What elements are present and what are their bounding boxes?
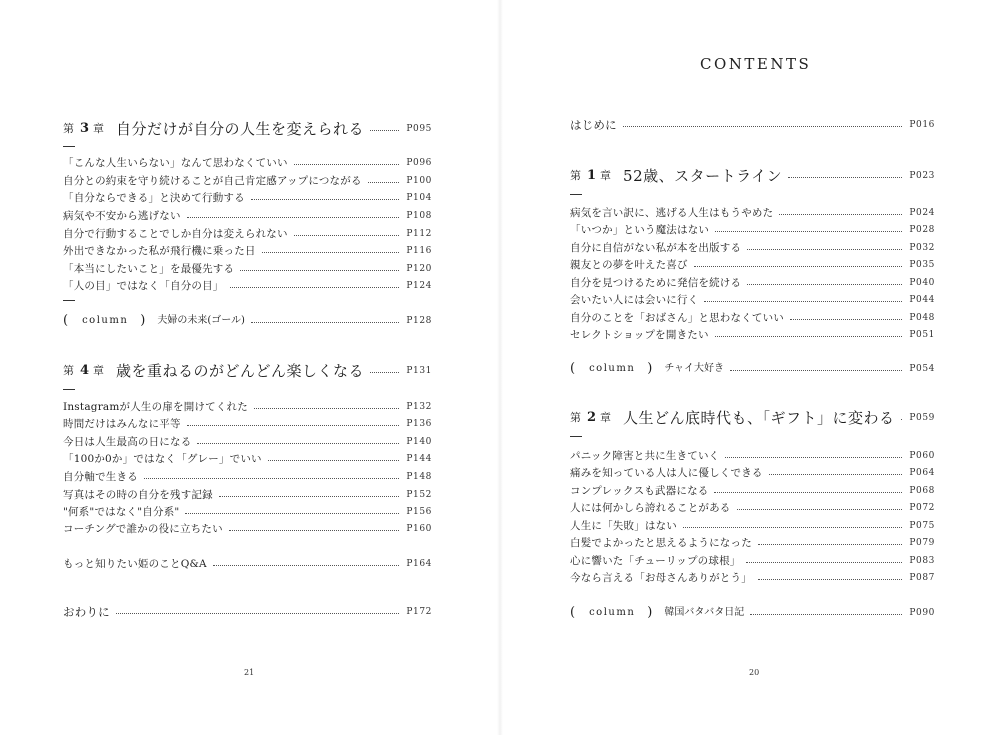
chapter-title: 人生どん底時代も、「ギフト」に変わる — [623, 409, 895, 427]
entry-title: 親友との夢を叶えた喜び — [570, 259, 688, 271]
section-dash — [570, 436, 582, 437]
chapter-number: 2 — [587, 410, 597, 425]
left-page-number: 21 — [244, 668, 255, 677]
page-ref: P024 — [909, 208, 935, 218]
page-ref: P032 — [909, 243, 935, 253]
dot-leader — [268, 460, 400, 461]
toc-entry[interactable] — [570, 570, 935, 586]
page-ref: P075 — [909, 521, 935, 531]
dot-leader — [230, 287, 400, 288]
intro-entry[interactable] — [570, 117, 935, 133]
closing-entry[interactable] — [63, 604, 432, 620]
chapter-number: 3 — [80, 121, 90, 136]
dot-leader — [779, 214, 902, 215]
dot-leader — [746, 562, 902, 563]
entry-title: 自分軸で生きる — [63, 471, 138, 483]
entry-title: 自分に自信がない私が本を出版する — [570, 242, 742, 254]
page-ref: P060 — [909, 451, 935, 461]
page-ref: P112 — [406, 229, 432, 239]
toc-entry[interactable] — [570, 205, 935, 221]
page-ref: P160 — [406, 524, 432, 534]
toc-entry[interactable] — [63, 208, 432, 224]
page-ref: P016 — [909, 120, 935, 130]
entry-title: 「人の目」ではなく「自分の目」 — [63, 280, 224, 292]
dot-leader — [185, 513, 399, 514]
chapter-title: 歳を重ねるのがどんどん楽しくなる — [116, 362, 365, 380]
toc-entry[interactable] — [570, 518, 935, 534]
entry-title: コンプレックスも武器になる — [570, 485, 709, 497]
page-ref: P100 — [406, 176, 432, 186]
dot-leader — [788, 177, 902, 178]
chapter-2-heading[interactable] — [570, 408, 935, 428]
chapter-prefix: 第 — [570, 411, 581, 424]
chapter-number: 1 — [587, 168, 597, 183]
page-ref: P148 — [406, 472, 432, 482]
entry-title: 病気を言い訳に、逃げる人生はもうやめた — [570, 207, 774, 219]
toc-entry[interactable] — [63, 190, 432, 206]
page-ref: P152 — [406, 490, 432, 500]
entry-title: 写真はその時の自分を残す記録 — [63, 489, 213, 501]
entry-title: 自分のことを「おばさん」と思わなくていい — [570, 312, 784, 324]
toc-entry[interactable] — [63, 261, 432, 277]
column-entry[interactable] — [570, 361, 935, 377]
dot-leader — [769, 474, 903, 475]
entry-title: はじめに — [570, 118, 617, 132]
entry-title: コーチングで誰かの役に立ちたい — [63, 523, 223, 535]
column-title: 韓国バタバタ日記 — [664, 607, 745, 618]
dot-leader — [737, 509, 903, 510]
dot-leader — [197, 443, 399, 444]
page-ref: P044 — [909, 295, 935, 305]
dot-leader — [623, 126, 903, 127]
chapter-3-heading[interactable] — [63, 119, 432, 139]
column-entry[interactable] — [570, 605, 935, 621]
qa-entry[interactable] — [63, 556, 432, 572]
chapter-title: 自分だけが自分の人生を変えられる — [116, 120, 365, 138]
toc-entry[interactable] — [570, 310, 935, 326]
dot-leader — [116, 613, 400, 614]
dot-leader — [758, 579, 902, 580]
page-ref: P116 — [406, 246, 432, 256]
dot-leader — [251, 199, 400, 200]
entry-title: おわりに — [63, 605, 110, 619]
entry-title: 自分との約束を守り続けることが自己肯定感アップにつながる — [63, 175, 362, 187]
toc-entry[interactable] — [570, 448, 935, 464]
page-ref: P087 — [909, 573, 935, 583]
toc-entry[interactable] — [570, 240, 935, 256]
toc-entry[interactable] — [63, 278, 432, 294]
toc-entry[interactable] — [63, 416, 432, 432]
dot-leader — [251, 322, 399, 323]
dot-leader — [213, 565, 400, 566]
section-dash — [63, 389, 75, 390]
column-label: column — [589, 363, 636, 374]
dot-leader — [294, 164, 400, 165]
toc-entry[interactable] — [570, 257, 935, 273]
page-ref: P059 — [909, 413, 935, 423]
chapter-number: 4 — [80, 363, 90, 378]
column-title: チャイ大好き — [664, 363, 725, 374]
toc-entry[interactable] — [63, 173, 432, 189]
dot-leader — [694, 266, 903, 267]
chapter-title: 52歳、スタートライン — [623, 167, 783, 185]
page-ref: P064 — [909, 468, 935, 478]
dot-leader — [254, 408, 399, 409]
entry-title: 「本当にしたいこと」を最優先する — [63, 263, 235, 275]
dot-leader — [262, 252, 400, 253]
section-dash — [570, 194, 582, 195]
toc-entry[interactable] — [63, 451, 432, 467]
page-ref: P156 — [406, 507, 432, 517]
right-page-number: 20 — [749, 668, 760, 677]
entry-title: 時間だけはみんなに平等 — [63, 418, 181, 430]
dot-leader — [715, 231, 902, 232]
page-ref: P095 — [406, 124, 432, 134]
chapter-suffix: 章 — [600, 169, 612, 182]
toc-entry[interactable] — [570, 275, 935, 291]
page-ref: P040 — [909, 278, 935, 288]
entry-title: セレクトショップを開きたい — [570, 329, 709, 341]
dot-leader — [758, 544, 902, 545]
entry-title: 外出できなかった私が飛行機に乗った日 — [63, 245, 256, 257]
page-ref: P079 — [909, 538, 935, 548]
page-ref: P051 — [909, 330, 935, 340]
dot-leader — [747, 249, 902, 250]
dot-leader — [229, 530, 400, 531]
entry-title: 心に響いた「チューリップの球根」 — [570, 555, 741, 567]
dot-leader — [747, 284, 902, 285]
entry-title: 人生に「失敗」はない — [570, 520, 677, 532]
page-ref: P023 — [909, 171, 935, 181]
page-ref: P172 — [406, 607, 432, 617]
page-ref: P048 — [909, 313, 935, 323]
dot-leader — [370, 130, 399, 131]
chapter-1-heading[interactable] — [570, 166, 935, 186]
dot-leader — [368, 182, 400, 183]
chapter-prefix: 第 — [63, 364, 74, 377]
entry-title: 「いつか」という魔法はない — [570, 224, 710, 236]
toc-entry[interactable] — [63, 487, 432, 503]
entry-title: 人には何かしら誇れることがある — [570, 502, 731, 514]
chapter-prefix: 第 — [570, 169, 581, 182]
page-ref: P096 — [406, 158, 432, 168]
toc-entry[interactable] — [570, 327, 935, 343]
book-gutter — [497, 0, 503, 735]
page-ref: P028 — [909, 225, 935, 235]
dot-leader — [294, 235, 400, 236]
page-ref: P068 — [909, 486, 935, 496]
dot-leader — [240, 270, 399, 271]
page-ref: P083 — [909, 556, 935, 566]
chapter-4-heading[interactable] — [63, 361, 432, 381]
dot-leader — [725, 457, 902, 458]
page-ref: P131 — [406, 366, 432, 376]
page-ref: P035 — [909, 260, 935, 270]
column-close-paren: ) — [140, 313, 146, 328]
chapter-suffix: 章 — [93, 122, 105, 135]
entry-title: Instagramが人生の扉を開けてくれた — [63, 401, 248, 413]
column-title: 夫婦の未来(ゴール) — [157, 315, 245, 326]
entry-title: 今日は人生最高の日になる — [63, 436, 192, 448]
page-ref: P120 — [406, 264, 432, 274]
page-ref: P164 — [406, 559, 432, 569]
column-open-paren: ( — [570, 605, 576, 620]
toc-entry[interactable] — [570, 222, 935, 238]
entry-title: 自分を見つけるために発信を続ける — [570, 277, 742, 289]
dot-leader — [730, 370, 902, 371]
dot-leader — [187, 217, 400, 218]
entry-title: パニック障害と共に生きていく — [570, 450, 720, 462]
toc-entry[interactable] — [63, 504, 432, 520]
dot-leader — [790, 319, 902, 320]
page-ref: P054 — [909, 364, 935, 374]
column-open-paren: ( — [63, 313, 69, 328]
page-ref: P144 — [406, 454, 432, 464]
entry-title: 今なら言える「お母さんありがとう」 — [570, 572, 752, 584]
dot-leader — [715, 336, 903, 337]
toc-entry[interactable] — [570, 500, 935, 516]
toc-entry[interactable] — [570, 535, 935, 551]
section-dash — [63, 146, 75, 147]
dot-leader — [683, 527, 902, 528]
page-ref: P090 — [909, 608, 935, 618]
dot-leader — [750, 614, 902, 615]
dot-leader — [901, 419, 903, 420]
toc-entry[interactable] — [570, 465, 935, 481]
page-ref: P140 — [406, 437, 432, 447]
column-entry[interactable] — [63, 313, 432, 329]
toc-entry[interactable] — [63, 521, 432, 537]
entry-title: 「自分ならできる」と決めて行動する — [63, 192, 245, 204]
entry-title: "何系"ではなく"自分系" — [63, 506, 180, 518]
dot-leader — [714, 492, 902, 493]
chapter-suffix: 章 — [600, 411, 612, 424]
column-label: column — [589, 607, 636, 618]
chapter-prefix: 第 — [63, 122, 74, 135]
entry-title: 会いたい人には会いに行く — [570, 294, 699, 306]
toc-entry[interactable] — [63, 399, 432, 415]
entry-title: 「100か0か」ではなく「グレー」でいい — [63, 453, 262, 465]
section-dash — [63, 300, 75, 301]
dot-leader — [370, 372, 399, 373]
entry-title: 自分で行動することでしか自分は変えられない — [63, 228, 288, 240]
dot-leader — [219, 496, 400, 497]
dot-leader — [144, 478, 399, 479]
column-close-paren: ) — [647, 605, 653, 620]
entry-title: 「こんな人生いらない」なんて思わなくていい — [63, 157, 288, 169]
toc-entry[interactable] — [63, 434, 432, 450]
toc-entry[interactable] — [63, 469, 432, 485]
page-ref: P132 — [406, 402, 432, 412]
toc-entry[interactable] — [570, 483, 935, 499]
toc-entry[interactable] — [63, 226, 432, 242]
entry-title: もっと知りたい姫のことQ&A — [63, 558, 207, 570]
chapter-suffix: 章 — [93, 364, 105, 377]
page-ref: P104 — [406, 193, 432, 203]
page-ref: P072 — [909, 503, 935, 513]
entry-title: 病気や不安から逃げない — [63, 210, 181, 222]
entry-title: 痛みを知っている人は人に優しくできる — [570, 467, 763, 479]
dot-leader — [187, 425, 400, 426]
page-ref: P128 — [406, 316, 432, 326]
page-ref: P108 — [406, 211, 432, 221]
column-open-paren: ( — [570, 361, 576, 376]
toc-entry[interactable] — [570, 553, 935, 569]
dot-leader — [704, 301, 902, 302]
contents-title: CONTENTS — [700, 55, 812, 73]
column-label: column — [82, 315, 129, 326]
toc-entry[interactable] — [570, 292, 935, 308]
toc-entry[interactable] — [63, 155, 432, 171]
page-ref: P124 — [406, 281, 432, 291]
page-ref: P136 — [406, 419, 432, 429]
toc-entry[interactable] — [63, 243, 432, 259]
entry-title: 白髪でよかったと思えるようになった — [570, 537, 752, 549]
column-close-paren: ) — [647, 361, 653, 376]
